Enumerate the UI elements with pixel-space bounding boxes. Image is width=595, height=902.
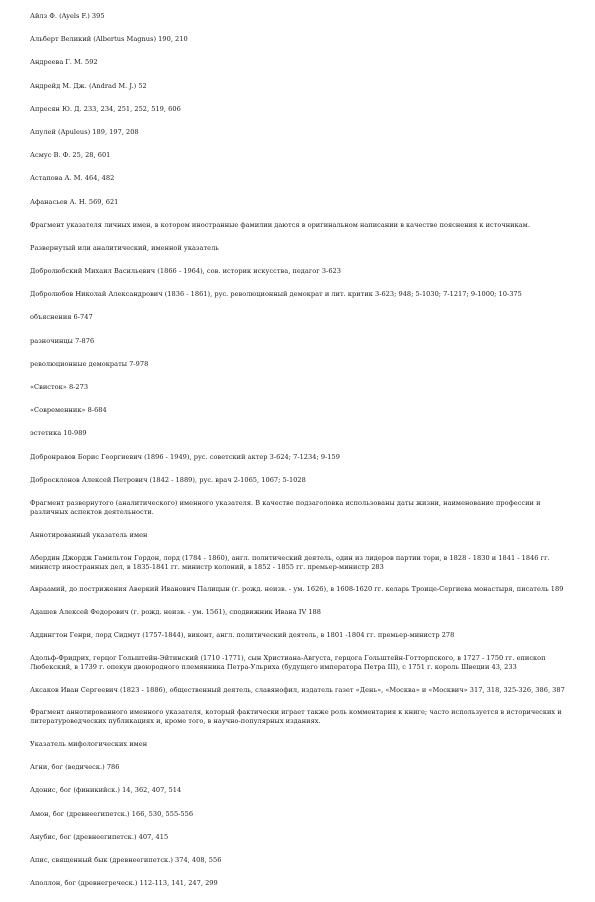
index-entry: Агни, бог (ведическ.) 786	[30, 763, 120, 772]
index-entry: Добронравов Борис Георгиевич (1896 - 1949), рус. советский актер 3-624; 7-1234; 9-159	[30, 452, 340, 461]
index-entry: Добролюбский Михаил Васильевич (1866 - 1964), сов. историк искусства, педагог 3-623	[30, 267, 341, 276]
index-entry: Адольф-Фридрих, герцог Гольштейн-Эйтинский (1710 -1771), сын Христиана-Августа, герцога Гольштейн-Готторпского, в 1727 - 1750 гг. епископ Любекский, в 1739 г. опекун двоюродного племянника Петра-Ульриха (будущего императора Петра III), с 1751 г. король Швеции 43, 233	[30, 654, 546, 672]
index-entry: Апресян Ю. Д. 233, 234, 251, 252, 519, 606	[30, 104, 181, 113]
index-entry: Адонис, бог (финикийск.) 14, 362, 407, 514	[30, 786, 182, 795]
section-heading: Развернутый или аналитический, именной указатель	[30, 243, 219, 252]
index-subentry: «Свисток» 8-273	[30, 383, 89, 391]
index-subentry: объяснения 6-747	[30, 313, 93, 322]
index-entry: Адашев Алексей Федорович (г. рожд. неизв. - ум. 1561), сподвижник Ивана IV 188	[30, 607, 321, 616]
fragment-note: Фрагмент аннотированного именного указателя, который фактически играет также роль комментария к книге; часто используется в исторических и литературоведческих публикациях и, кроме того, в научно-популярных изданиях.	[30, 708, 562, 726]
fragment-note: Фрагмент указателя личных имен, в котором иностранные фамилии даются в оригинальном написании в качестве пояснения к источникам.	[30, 220, 530, 229]
index-entry: Альберт Великий (Albertus Magnus) 190, 210	[30, 35, 188, 44]
index-entry: Аксаков Иван Сергеевич (1823 - 1886), общественный деятель, славянофил, издатель газет «День», «Москва» и «Москвич» 317, 318, 325-326, 386, 387	[30, 685, 565, 694]
index-entry: Астапова А. М. 464, 482	[30, 174, 115, 183]
index-entry: Добросклонов Алексей Петрович (1842 - 1889), рус. врач 2-1065, 1067; 5-1028	[30, 475, 306, 484]
index-entry: Айлз Ф. (Ayels F.) 395	[30, 12, 105, 20]
index-entry: Анубис, бог (древнеегипетск.) 407, 415	[30, 832, 169, 841]
index-entry: Андреева Г. М. 592	[30, 58, 98, 67]
index-page	[30, 12, 570, 902]
index-entry: Афанасьев А. Н. 569, 621	[30, 197, 119, 206]
index-entry: Апулей (Apuleus) 189, 197, 208	[30, 127, 139, 136]
index-entry: Андрейд М. Дж. (Andrad M. J.) 52	[30, 81, 147, 90]
index-subentry: разночинцы 7-876	[30, 336, 95, 345]
index-entry: Аполлон, бог (древнегреческ.) 112-113, 141, 247, 299	[30, 879, 218, 888]
index-subentry: эстетика 10-989	[30, 429, 87, 438]
fragment-note: Фрагмент развернутого (аналитического) именного указателя. В качестве подзаголовка использованы даты жизни, наименование профессии и различных аспектов деятельности.	[30, 498, 541, 516]
index-entry: Добролюбов Николай Александрович (1836 - 1861), рус. революционный демократ и лит. критик 3-623; 948; 5-1030; 7-1217; 9-1000; 10-375	[30, 290, 522, 299]
index-entry: Авраамий, до пострижения Аверкий Иванович Палицын (г. рожд. неизв. - ум. 1626), в 1608-1620 гг. келарь Троице-Сергиева монастыря, писатель 189	[30, 585, 564, 594]
section-heading: Указатель мифологических имен	[30, 740, 148, 749]
index-subentry: революционные демократы 7-978	[30, 359, 149, 368]
index-subentry: «Современник» 8-684	[30, 406, 107, 415]
index-entry: Аддингтон Генри, лорд Сидмут (1757-1844), виконт, англ. политический деятель, в 1801 -1804 гг. премьер-министр 278	[30, 631, 455, 640]
index-entry: Амон, бог (древнеегипетск.) 166, 530, 555-556	[30, 809, 194, 818]
index-entry: Абердин Джордж Гамильтон Гордон, лорд (1784 - 1860), англ. политический деятель, один из лидеров партии тори, в 1828 - 1830 и 1841 - 1846 гг. министр иностранных дел, в 1835-1841 гг. министр колоний, в 1852 - 1855 гг. премьер-министр 283	[30, 553, 550, 571]
section-heading: Аннотированный указатель имен	[30, 530, 148, 539]
index-entry: Апис, священный бык (древнеегипетск.) 374, 408, 556	[30, 856, 222, 864]
index-entry: Асмус В. Ф. 25, 28, 601	[30, 151, 111, 160]
